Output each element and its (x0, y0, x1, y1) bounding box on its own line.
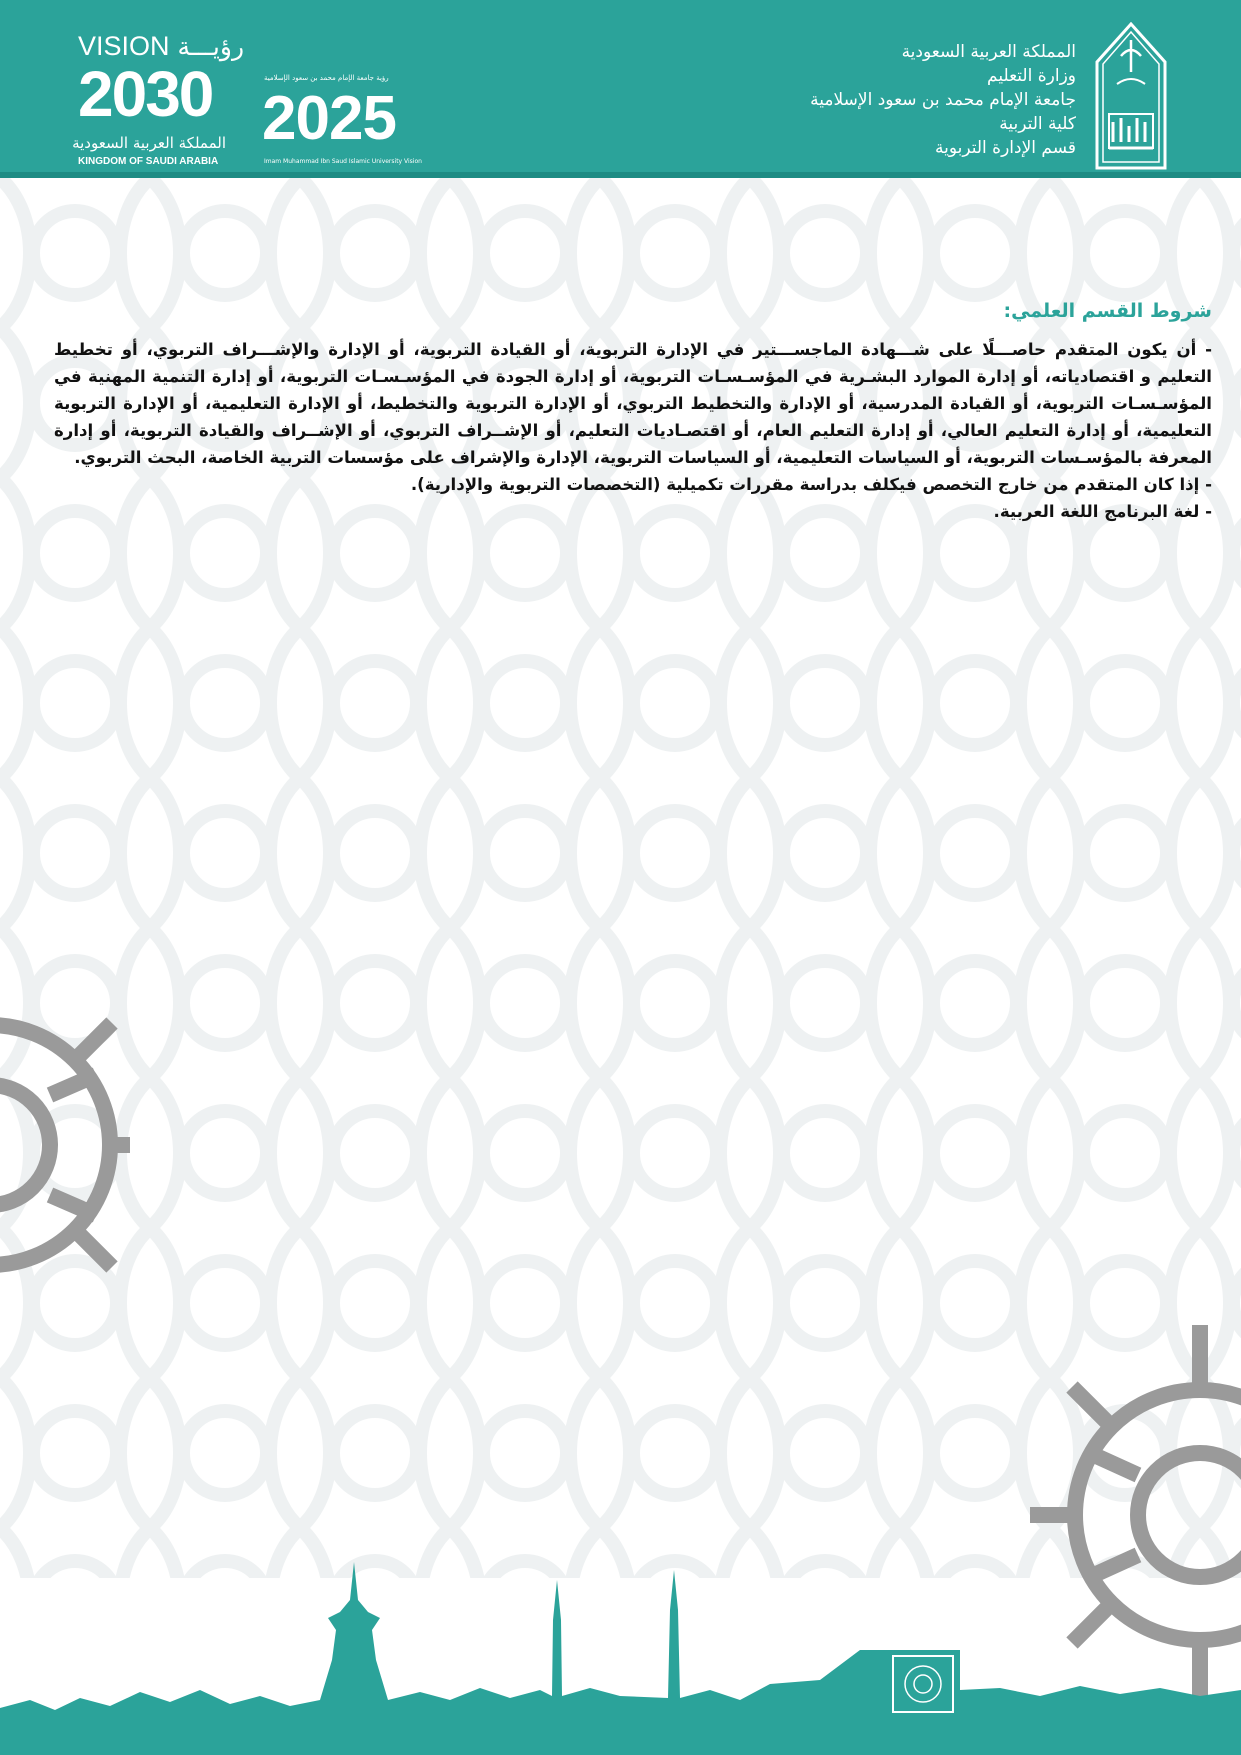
header-band (0, 0, 1241, 178)
ministry-block (656, 40, 1076, 160)
imam-university-crest-icon (1095, 22, 1167, 170)
section-title: شروط القسم العلمي: (1003, 300, 1212, 322)
vision-country-ar: المملكة العربية السعودية (72, 134, 226, 152)
requirement-language: - لغة البرنامج اللغة العربية. (993, 502, 1212, 521)
header-rule (0, 172, 1241, 178)
requirement-degree: - أن يكون المتقدم حاصـــلًا على شـــهادة الماجســـتير في الإدارة التربوية، أو القيادة التربوية، أو الإدارة والإشـــراف التربوي، أو تخطيط التعليم و اقتصادياته، أو إدارة الموارد البشـرية في المؤسـسـات التربوية، أو إدارة الجودة في المؤسـسـات التربوية، أو إدارة التنمية المهنية في المؤسـسـات التربوية، أو القيادة المدرسية، أو الإدارة والتخطيط التربوي، أو الإدارة التربوية والتخطيط، أو الإدارة التعليمية، أو الإدارة التربوية التعليمية، أو إدارة التعليم العالي، أو إدارة التعليم العام، أو اقتصـاديات التعليم، أو الإشــراف التربوي، أو الإشــراف والقيادة التربوية، أو إدارة المعرفة بالمؤسـسات التربوية، أو السياسات التعليمية، أو السياسات التربوية، الإدارة والإشراف على مؤسسات التربية الخاصة، البحث التربوي. (54, 340, 1212, 467)
ministry-line-college: كلية التربية (999, 114, 1076, 134)
riyadh-skyline-silhouette (0, 1560, 1241, 1755)
vision-country-en: KINGDOM OF SAUDI ARABIA (78, 156, 219, 167)
document-body (54, 296, 1212, 525)
ministry-line-university: جامعة الإمام محمد بن سعود الإسلامية (810, 90, 1076, 110)
university-vision-2025-logo (262, 70, 422, 170)
ministry-line-kingdom: المملكة العربية السعودية (901, 42, 1076, 62)
logo-2025-number: 2025 (262, 84, 396, 153)
vision-2030-year: 2030 (78, 58, 213, 130)
requirement-outside-specialty: - إذا كان المتقدم من خارج التخصص فيكلف بدراسة مقررات تكميلية (التخصصات التربوية والإدارية). (410, 475, 1212, 494)
ministry-line-department: قسم الإدارة التربوية (934, 138, 1076, 158)
logo-2025-tagline: رؤية جامعة الإمام محمد بن سعود الإسلامية (264, 74, 389, 82)
vision-2030-logo (72, 30, 245, 170)
vision-word-en: VISION (78, 31, 170, 61)
ministry-line-ministry: وزارة التعليم (987, 66, 1076, 86)
logo-2025-subtitle: Imam Muhammad Ibn Saud Islamic University Vision (264, 158, 422, 165)
vision-word-ar: رؤيـــة (177, 32, 245, 61)
gear-decoration-left (0, 945, 140, 1345)
